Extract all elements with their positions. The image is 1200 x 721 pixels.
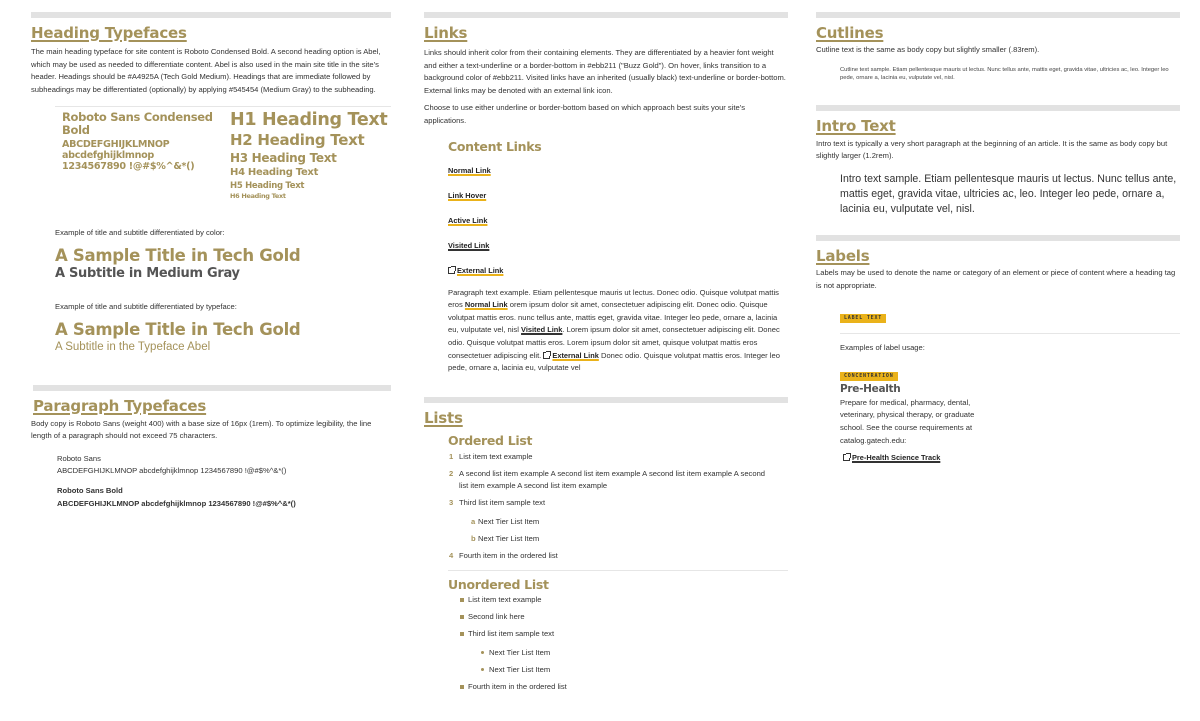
specimen-upper: ABCDEFGHIJKLMNOP	[62, 139, 170, 151]
link-hover[interactable]: Link Hover	[448, 190, 487, 200]
unordered-list-title: Unordered List	[448, 576, 549, 592]
paragraph-specimen	[57, 453, 391, 510]
h2-sample: H2 Heading Text	[230, 131, 365, 150]
typeface-example-caption: Example of title and subtitle differentiated by typeface:	[55, 301, 237, 311]
usage-title: Pre-Health	[840, 382, 901, 395]
ordered-list-block	[448, 433, 788, 562]
heading-specimen	[62, 107, 391, 211]
cutlines-description: Cutline text is the same as body copy but slightly smaller (.83rem).	[816, 45, 1040, 54]
h6-sample: H6 Heading Text	[230, 192, 286, 201]
color-example	[55, 227, 391, 282]
link-samples	[448, 157, 788, 282]
section-divider	[816, 105, 1180, 111]
active-link[interactable]: Active Link	[448, 215, 488, 225]
unordered-list-block	[448, 577, 788, 693]
regular-font-name: Roboto Sans	[57, 453, 101, 463]
intro-text-title: Intro Text	[816, 116, 896, 135]
column-cutlines-intro-labels	[816, 0, 1180, 465]
typeface-example-subtitle: A Subtitle in the Typeface Abel	[55, 340, 211, 353]
paragraph-visited-link[interactable]: Visited Link	[521, 325, 563, 335]
visited-link[interactable]: Visited Link	[448, 240, 490, 250]
label-badge: LABEL TEXT	[840, 314, 886, 323]
color-example-title: A Sample Title in Tech Gold	[55, 245, 301, 265]
h5-sample: H5 Heading Text	[230, 181, 305, 192]
specimen-digits: 1234567890 !@#$%^&*()	[62, 161, 195, 173]
list-item: 2 A second list item example A second list item example A second list item example A second list item example A second list item example	[449, 468, 766, 490]
list-item-nested: Next Tier List Item	[448, 664, 788, 676]
h3-sample: H3 Heading Text	[230, 151, 337, 166]
paragraph-normal-link[interactable]: Normal Link	[464, 300, 508, 310]
external-link-icon	[543, 352, 550, 359]
cutlines-title: Cutlines	[816, 24, 884, 42]
list-item: 1 List item text example	[449, 451, 533, 461]
labels-title: Labels	[816, 246, 870, 265]
column-links-lists	[424, 0, 788, 693]
intro-text-description: Intro text is typically a very short paragraph at the beginning of an article. It is the same as body copy but slightly larger (1.2rem).	[816, 138, 1168, 161]
regular-font-sample: ABCDEFGHIJKLMNOP abcdefghijklmnop 1234567890 !@#$%^&*()	[57, 466, 287, 476]
bold-font-sample: ABCDEFGHIJKLMNOP abcdefghijklmnop 1234567890 !@#$%^&*()	[57, 498, 296, 508]
h4-sample: H4 Heading Text	[230, 167, 319, 179]
list-item: Fourth item in the ordered list	[448, 681, 788, 693]
section-divider	[816, 12, 1180, 18]
pre-health-link[interactable]: Pre-Health Science Track	[852, 453, 941, 463]
font-specimen	[62, 111, 227, 172]
specimen-name: Roboto Sans Condensed Bold	[62, 110, 213, 138]
concentration-badge: CONCENTRATION	[840, 372, 898, 381]
links-title: Links	[424, 24, 468, 42]
content-links-title: Content Links	[448, 138, 542, 154]
usage-text: Prepare for medical, pharmacy, dental, veterinary, physical therapy, or graduate school. See the course requirements at catalog.gatech.edu:	[840, 397, 975, 445]
color-example-subtitle: A Subtitle in Medium Gray	[55, 265, 240, 281]
paragraph-typefaces-description: Body copy is Roboto Sans (weight 400) with a base size of 16px (1rem). To optimize legibility, the line length of a paragraph should not exceed 75 characters.	[31, 418, 372, 441]
list-divider	[448, 570, 788, 571]
label-usage-caption: Examples of label usage:	[840, 343, 925, 353]
list-item: 4 Fourth item in the ordered list	[449, 550, 558, 560]
section-divider	[816, 235, 1180, 241]
normal-link[interactable]: Normal Link	[448, 165, 491, 175]
typeface-example-title: A Sample Title in Tech Gold	[55, 319, 301, 339]
external-link-icon	[843, 454, 850, 461]
section-divider	[33, 385, 391, 391]
list-item-nested: Next Tier List Item	[448, 647, 788, 659]
ordered-list-title: Ordered List	[448, 432, 533, 448]
paragraph-external-link[interactable]: External Link	[552, 350, 599, 360]
column-typefaces	[31, 0, 391, 510]
color-example-caption: Example of title and subtitle differentiated by color:	[55, 228, 225, 238]
list-item: List item text example	[448, 594, 788, 606]
list-item: Third list item sample text	[448, 628, 788, 640]
heading-typefaces-description: The main heading typeface for site content is Roboto Condensed Bold. A second heading option is Abel, which may be used as needed to differentiate content. Abel is also used in the main site title in the site's header. Headings should be #A4925A (Tech Gold Medium). Headings that are immediate followed by subheadings may be differentiated (optionally) by applying #545454 (Medium Gray) to the subheading.	[31, 47, 381, 94]
unordered-list	[448, 594, 788, 693]
heading-typefaces-title: Heading Typefaces	[31, 24, 187, 42]
section-divider	[424, 397, 788, 403]
section-divider	[424, 12, 788, 18]
links-choose-text: Choose to use either underline or border-bottom based on which approach best suits your site's applications.	[424, 103, 745, 125]
specimen-lower: abcdefghijklmnop	[62, 150, 155, 162]
list-item: Second link here	[448, 611, 788, 623]
links-paragraph: Paragraph text example. Etiam pellentesque mauris ut lectus. Donec odio. Quisque volutpat mattis eros Normal Link orem ipsum dolor sit amet, consectetuer adipiscing elit. Donec odio. Quisque volutpat mattis eros. nunc tellus ante, mattis eget, gravida vitae. Integer leo pede, ornare a, lacinia eu, vulputate vel, nisl Visited Link. Lorem ipsum dolor sit amet, consectetuer adipiscing elit. Donec odio. Quisque volutpat mattis eros. Lorem ipsum dolor sit amet, quisque volutpat mattis eros consectetuer adipiscing elit. External Link Donec odio. Quisque volutpat mattis eros. Integer leo pede, ornare a, lacinia eu, vulputate vel	[448, 287, 780, 373]
cutline-sample: Cutline text sample. Etiam pellentesque mauris ut lectus. Nunc tellus ante, mattis eget, gravida vitae, ultricies ac, leo. Integer leo pede, ornare a, lacinia eu, vulputate vel, nisl.	[840, 66, 1169, 82]
bold-font-name: Roboto Sans Bold	[57, 485, 123, 495]
label-usage-example	[840, 342, 990, 465]
ordered-list	[448, 451, 788, 562]
section-divider	[31, 12, 391, 18]
list-item-nested: b Next Tier List Item	[471, 533, 540, 543]
links-description: Links should inherit color from their containing elements. They are differentiated by a heavier font weight and either a text-underline or a border-bottom in #ebb211 ("Buzz Gold"). On hover, links transition to a background color of #ebb211. Visited links have an inherited (usually black) text-underline or border-bottom. External links may be denoted with an external link icon.	[424, 48, 786, 95]
list-item: 3 Third list item sample text	[449, 497, 546, 507]
list-item-nested: a Next Tier List Item	[471, 516, 540, 526]
paragraph-typefaces-title: Paragraph Typefaces	[33, 396, 207, 415]
intro-text-sample: Intro text sample. Etiam pellentesque mauris ut lectus. Nunc tellus ante, mattis eget, gravida vitae, ultricies ac, leo. Integer leo pede, ornare a, lacinia eu, vulputate vel, nisl.	[840, 172, 1177, 215]
typeface-example	[55, 301, 391, 354]
external-link-icon	[448, 267, 455, 274]
lists-title: Lists	[424, 408, 463, 427]
label-sample	[840, 306, 1180, 324]
heading-levels	[230, 110, 387, 201]
external-link[interactable]: External Link	[457, 265, 504, 275]
labels-divider	[840, 333, 1180, 334]
labels-description: Labels may be used to denote the name or category of an element or piece of content where a heading tag is not appropriate.	[816, 267, 1176, 290]
content-links	[448, 139, 788, 375]
h1-sample: H1 Heading Text	[230, 110, 388, 131]
